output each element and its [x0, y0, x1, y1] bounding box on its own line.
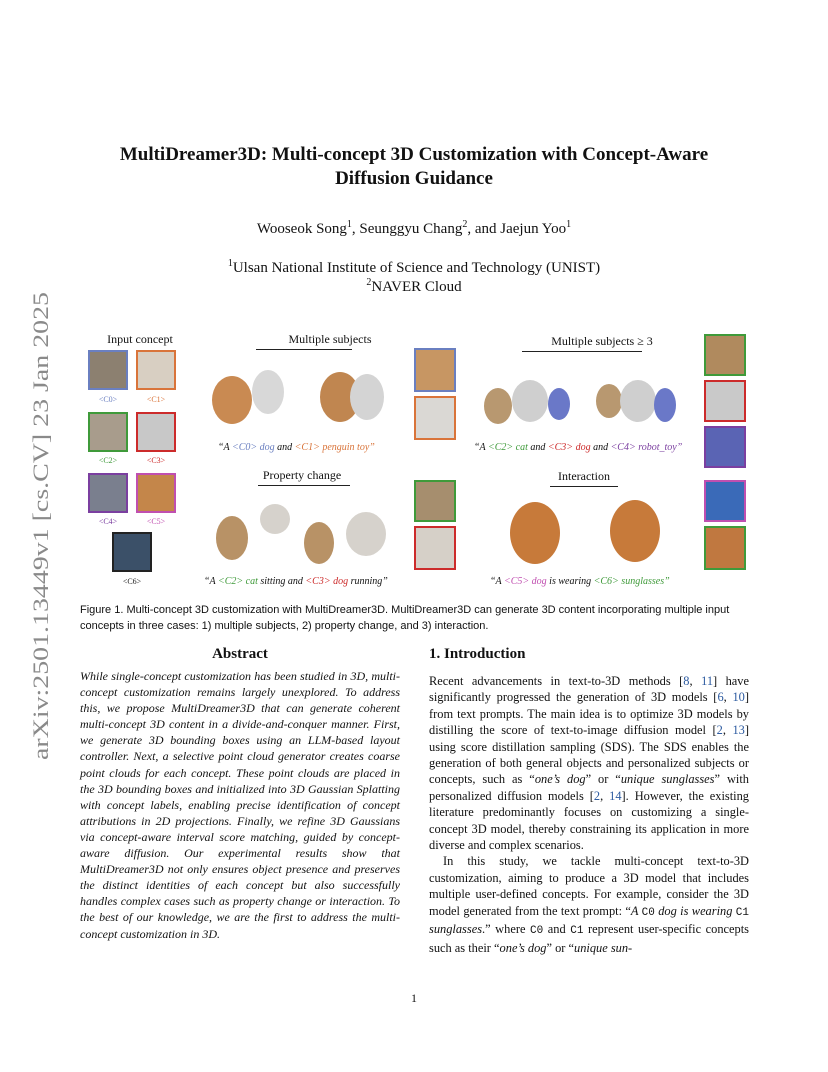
crop-c1-thumb: [414, 396, 456, 440]
prompt-4-mid: is wearing: [549, 576, 592, 587]
render-dog-sunglasses-2: [610, 500, 660, 562]
prompt-1-c1: <C1>: [294, 442, 320, 453]
author-3: and Jaejun Yoo: [474, 221, 567, 237]
intro-text: and: [543, 922, 571, 937]
render-robot: [548, 388, 570, 420]
prompt-3-a: “A: [204, 576, 216, 587]
prompt-interaction: [490, 576, 670, 587]
concept-c5-label: <C5>: [146, 517, 166, 526]
intro-text: .” where: [482, 922, 531, 937]
figure-caption: Figure 1. Multi-concept 3D customization with MultiDreamer3D. MultiDreamer3D can generate 3D content incorporating multiple input concepts in three cases: 1) multiple subjects, 2) property change, and 3) interaction.: [80, 604, 730, 632]
prompt-2-w1: cat: [515, 442, 528, 453]
affiliation-1: [100, 258, 728, 277]
affil-1-text: Ulsan National Institute of Science and Technology (UNIST): [232, 260, 601, 276]
prompt-2-and1: and: [530, 442, 546, 453]
crop-c2-thumb-2: [414, 480, 456, 522]
prompt-2-c4: <C4>: [610, 442, 636, 453]
citation-link[interactable]: 13: [732, 723, 745, 738]
render-cat-sitting-2: [304, 522, 334, 564]
input-concept-label: Input concept: [107, 332, 173, 346]
render-dog-3: [512, 380, 548, 422]
citation-link[interactable]: 10: [732, 690, 745, 705]
intro-text: ]. However, the existing literature predominantly focuses on customizing a single-concept 3D model, thereby constraining its application in more diverse and complex scenarios.: [429, 788, 750, 853]
concept-c6-thumb: [112, 532, 152, 572]
intro-code: C0: [530, 925, 544, 938]
concept-c2-thumb: [88, 412, 128, 452]
concept-c1-label: <C1>: [146, 395, 166, 404]
prompt-2-w3: robot_toy”: [638, 442, 683, 453]
prompt-1-w1: dog: [259, 442, 275, 453]
prompt-1-w2: penguin toy”: [322, 442, 375, 453]
citation-link[interactable]: 14: [609, 788, 622, 803]
intro-text: ” with personalized diffusion models [: [429, 772, 749, 803]
multiple-subjects-3-underline: [522, 351, 642, 352]
page-number: 1: [411, 991, 417, 1005]
prompt-4-w1: dog: [531, 576, 547, 587]
introduction-body: [429, 673, 749, 956]
multiple-subjects-3-label: Multiple subjects ≥ 3: [551, 334, 653, 348]
affiliation-2: [100, 277, 728, 296]
prompt-2-w2: dog: [575, 442, 591, 453]
prompt-multiple-subjects-3: [474, 442, 682, 453]
property-change-underline: [258, 485, 350, 486]
intro-code: C1: [570, 925, 584, 938]
render-robot-2: [654, 388, 676, 422]
intro-text: ,: [600, 788, 610, 803]
paper-title: [100, 143, 728, 191]
prompt-2-a: “A: [474, 442, 486, 453]
intro-emphasis: one’s dog: [534, 772, 586, 787]
arxiv-stamp: [24, 290, 54, 760]
prompt-multiple-subjects: [218, 442, 375, 453]
prompt-2-and2: and: [593, 442, 609, 453]
intro-text: ] using score distillation sampling (SDS). The SDS enables the generation of both general objects and personalized subjects or concepts, such as “: [429, 723, 749, 787]
property-change-label: Property change: [262, 468, 342, 482]
prompt-1-a: “A: [218, 442, 230, 453]
prompt-2-c2: <C2>: [488, 442, 514, 453]
author-1: Wooseok Song: [256, 221, 347, 237]
intro-emphasis: A: [630, 903, 642, 918]
title-line-1: MultiDreamer3D: Multi-concept 3D Customization with Concept-Aware: [119, 144, 709, 165]
prompt-property-change: [204, 576, 388, 587]
render-dog-4: [620, 380, 656, 422]
prompt-3-w1: cat: [245, 576, 258, 587]
concept-c3-label: <C3>: [146, 456, 166, 465]
intro-text: ,: [722, 723, 733, 738]
affil-2-text: NAVER Cloud: [371, 279, 462, 295]
crop-c2-thumb: [704, 334, 746, 376]
prompt-3-w2: dog: [333, 576, 349, 587]
intro-emphasis: one’s dog: [499, 940, 547, 955]
render-dog-running: [260, 504, 290, 534]
multiple-subjects-underline: [256, 349, 352, 350]
prompt-2-c3: <C3>: [547, 442, 574, 453]
concept-c4-thumb: [88, 473, 128, 513]
citation-link[interactable]: 11: [701, 674, 714, 688]
multiple-subjects-label: Multiple subjects: [288, 332, 372, 346]
arxiv-stamp-text: arXiv:2501.13449v1 [cs.CV] 23 Jan 2025: [28, 390, 53, 760]
prompt-3-c3: <C3>: [305, 576, 331, 587]
intro-code: C0: [641, 906, 655, 919]
render-dog-sunglasses: [510, 502, 560, 564]
intro-paragraph-2: [429, 853, 749, 955]
affil-2-sup: 2: [366, 277, 372, 288]
author-2: Seunggyu Chang: [359, 221, 463, 237]
intro-text: ” or “: [585, 772, 621, 787]
interaction-underline: [550, 486, 618, 487]
citation-link[interactable]: 6: [717, 690, 724, 705]
render-dog-running-2: [346, 512, 386, 556]
prompt-3-c2: <C2>: [218, 576, 244, 587]
intro-text: ” or “: [546, 940, 575, 955]
intro-emphasis: dog is wearing: [654, 903, 736, 918]
render-cat: [484, 388, 512, 424]
concept-c0-label: <C0>: [98, 395, 118, 404]
prompt-3-mid: sitting and: [260, 576, 303, 587]
crop-c6-thumb: [704, 526, 746, 570]
render-penguin: [252, 370, 284, 414]
prompt-4-a: “A: [490, 576, 502, 587]
abstract-body: While single-concept customization has been studied in 3D, multi-concept customization remains largely unexplored. To address this, we propose MultiDreamer3D that can generate coherent multi-concept 3D content in a divide-and-conquer manner. First, we generate 3D bounding boxes using an LLM-based layout controller. Next, a selective point cloud generator creates coarse point clouds for each concept. These point clouds are placed in the 3D bounding boxes and initialized into 3D Gaussian Splatting with concept labels, enabling precise identification of concept attributions in 2D projections. Finally, we refine 3D Gaussians via concept-aware interval score matching, guided by concept-aware diffusion. Our experimental results show that MultiDreamer3D not only ensures object presence and preserves the distinct identities of each concept but also successfully handles complex cases such as property change or interaction. To the best of our knowledge, we are the first to address the multi-concept customization in 3D.: [80, 669, 400, 941]
crop-c4-thumb: [704, 426, 746, 468]
intro-code: C1: [735, 906, 749, 919]
intro-emphasis: sunglasses: [429, 922, 483, 937]
prompt-1-and: and: [277, 442, 293, 453]
intro-text: represent user-specific concepts such as their “: [429, 922, 750, 955]
author-1-sup: 1: [346, 219, 352, 230]
crop-c3-thumb: [704, 380, 746, 422]
intro-emphasis: unique sun-: [574, 940, 633, 955]
prompt-4-c6: <C6>: [593, 576, 619, 587]
abstract-heading: Abstract: [212, 646, 268, 662]
authors: Wooseok Song$^1$, Seunggyu Chang$^2$, and Jaejun Yoo$^1$: [256, 219, 572, 237]
render-cat-sitting: [216, 516, 248, 560]
crop-c5-thumb: [704, 480, 746, 522]
concept-c4-label: <C4>: [98, 517, 118, 526]
intro-text: ] have significantly progressed the generation of 3D models [: [429, 674, 749, 705]
citation-link[interactable]: 8: [683, 674, 690, 688]
intro-text: ,: [689, 674, 702, 688]
concept-c2-label: <C2>: [98, 456, 118, 465]
introduction-heading: 1. Introduction: [429, 646, 526, 662]
concept-c0-thumb: [88, 350, 128, 390]
figure-1: [80, 328, 748, 590]
citation-link[interactable]: 2: [593, 788, 601, 803]
concept-c5-thumb: [136, 473, 176, 513]
crop-c0-thumb: [414, 348, 456, 392]
intro-emphasis: unique sunglasses: [620, 772, 715, 787]
prompt-4-c5: <C5>: [504, 576, 530, 587]
interaction-label: Interaction: [558, 469, 610, 483]
concept-c1-thumb: [136, 350, 176, 390]
render-penguin-2: [350, 374, 384, 420]
prompt-1-c0: <C0>: [232, 442, 258, 453]
author-2-sup: 2: [462, 219, 468, 230]
concept-c6-label: <C6>: [122, 577, 142, 586]
intro-text: Recent advancements in text-to-3D methods [: [429, 674, 684, 688]
affil-1-sup: 1: [227, 258, 233, 269]
prompt-3-end: running”: [350, 576, 388, 587]
intro-text: ,: [723, 690, 733, 705]
crop-c3-thumb-2: [414, 526, 456, 570]
author-3-sup: 1: [566, 219, 572, 230]
prompt-4-w2: sunglasses”: [621, 576, 670, 587]
title-line-2: Diffusion Guidance: [335, 168, 493, 189]
intro-text: In this study, we tackle multi-concept text-to-3D customization, aiming to produce a 3D model that includes multiple user-defined concepts. For example, consider the 3D model generated from the text prompt: “: [429, 854, 749, 918]
render-cat-2: [596, 384, 622, 418]
intro-paragraph-1: [429, 673, 749, 853]
intro-text: ] from text prompts. The main idea is to optimize 3D models by distilling the score of text-to-image diffusion model [: [429, 690, 749, 738]
concept-c3-thumb: [136, 412, 176, 452]
citation-link[interactable]: 2: [716, 723, 723, 738]
render-dog: [212, 376, 252, 424]
